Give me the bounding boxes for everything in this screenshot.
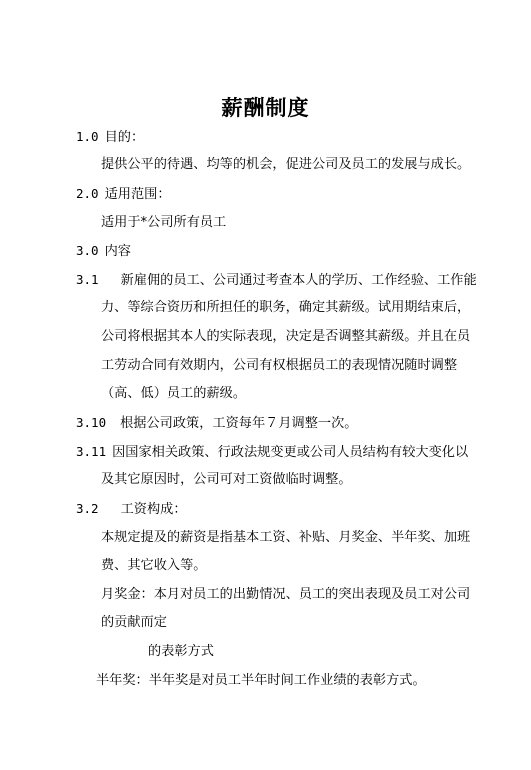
- section-heading-text: 工资构成：: [120, 502, 187, 517]
- paragraph-line: 的表彰方式: [148, 644, 214, 659]
- paragraph-line: 因国家相关政策、行政法规变更或公司人员结构有较大变化以: [112, 445, 469, 460]
- paragraph-line: 公司将根据其本人的实际表现，决定是否调整其薪级。并且在员: [101, 329, 471, 344]
- section-2-heading: [76, 185, 171, 204]
- section-3-1-line: [76, 271, 477, 290]
- section-heading-text: 内容: [104, 244, 131, 259]
- document-title: 薪酬制度: [221, 95, 310, 120]
- section-1-body: 提供公平的待遇、均等的机会，促进公司及员工的发展与成长。: [101, 157, 471, 172]
- paragraph-line: 工劳动合同有效期内，公司有权根据员工的表现情况随时调整: [101, 358, 458, 373]
- section-number: 1.0: [76, 129, 99, 144]
- paragraph-line: 及其它原因时，公司可对工资做临时调整。: [101, 472, 352, 487]
- section-number: 3.2: [76, 501, 99, 516]
- section-number: 3.11: [76, 444, 107, 459]
- section-number: 3.10: [76, 415, 107, 430]
- section-number: 2.0: [76, 186, 99, 201]
- section-number: 3.0: [76, 243, 99, 258]
- paragraph-line: 半年奖：半年奖是对员工半年时间工作业绩的表彰方式。: [96, 673, 426, 688]
- section-number: 3.1: [76, 272, 99, 287]
- paragraph-line: 本规定提及的薪资是指基本工资、补贴、月奖金、半年奖、加班: [101, 530, 471, 545]
- paragraph-line: 新雇佣的员工、公司通过考查本人的学历、工作经验、工作能: [120, 273, 477, 288]
- section-heading-text: 适用范围：: [104, 187, 171, 202]
- section-1-heading: [76, 128, 144, 147]
- paragraph-line: 根据公司政策，工资每年７月调整一次。: [120, 416, 358, 431]
- section-heading-text: 目的：: [104, 130, 145, 145]
- section-3-11-line: [76, 443, 468, 462]
- section-3-10-line: [76, 414, 357, 433]
- paragraph-line: 月奖金：本月对员工的出勤情况、员工的突出表现及员工对公司: [101, 587, 471, 602]
- section-3-2-heading: [76, 500, 187, 519]
- section-3-heading: [76, 242, 131, 261]
- paragraph-line: 的贡献而定: [101, 615, 167, 630]
- paragraph-line: （高、低）员工的薪级。: [101, 386, 247, 401]
- section-2-body: 适用于*公司所有员工: [101, 215, 227, 230]
- paragraph-line: 力、等综合资历和所担任的职务，确定其薪级。试用期结束后，: [101, 300, 471, 315]
- paragraph-line: 费、其它收入等。: [101, 558, 207, 573]
